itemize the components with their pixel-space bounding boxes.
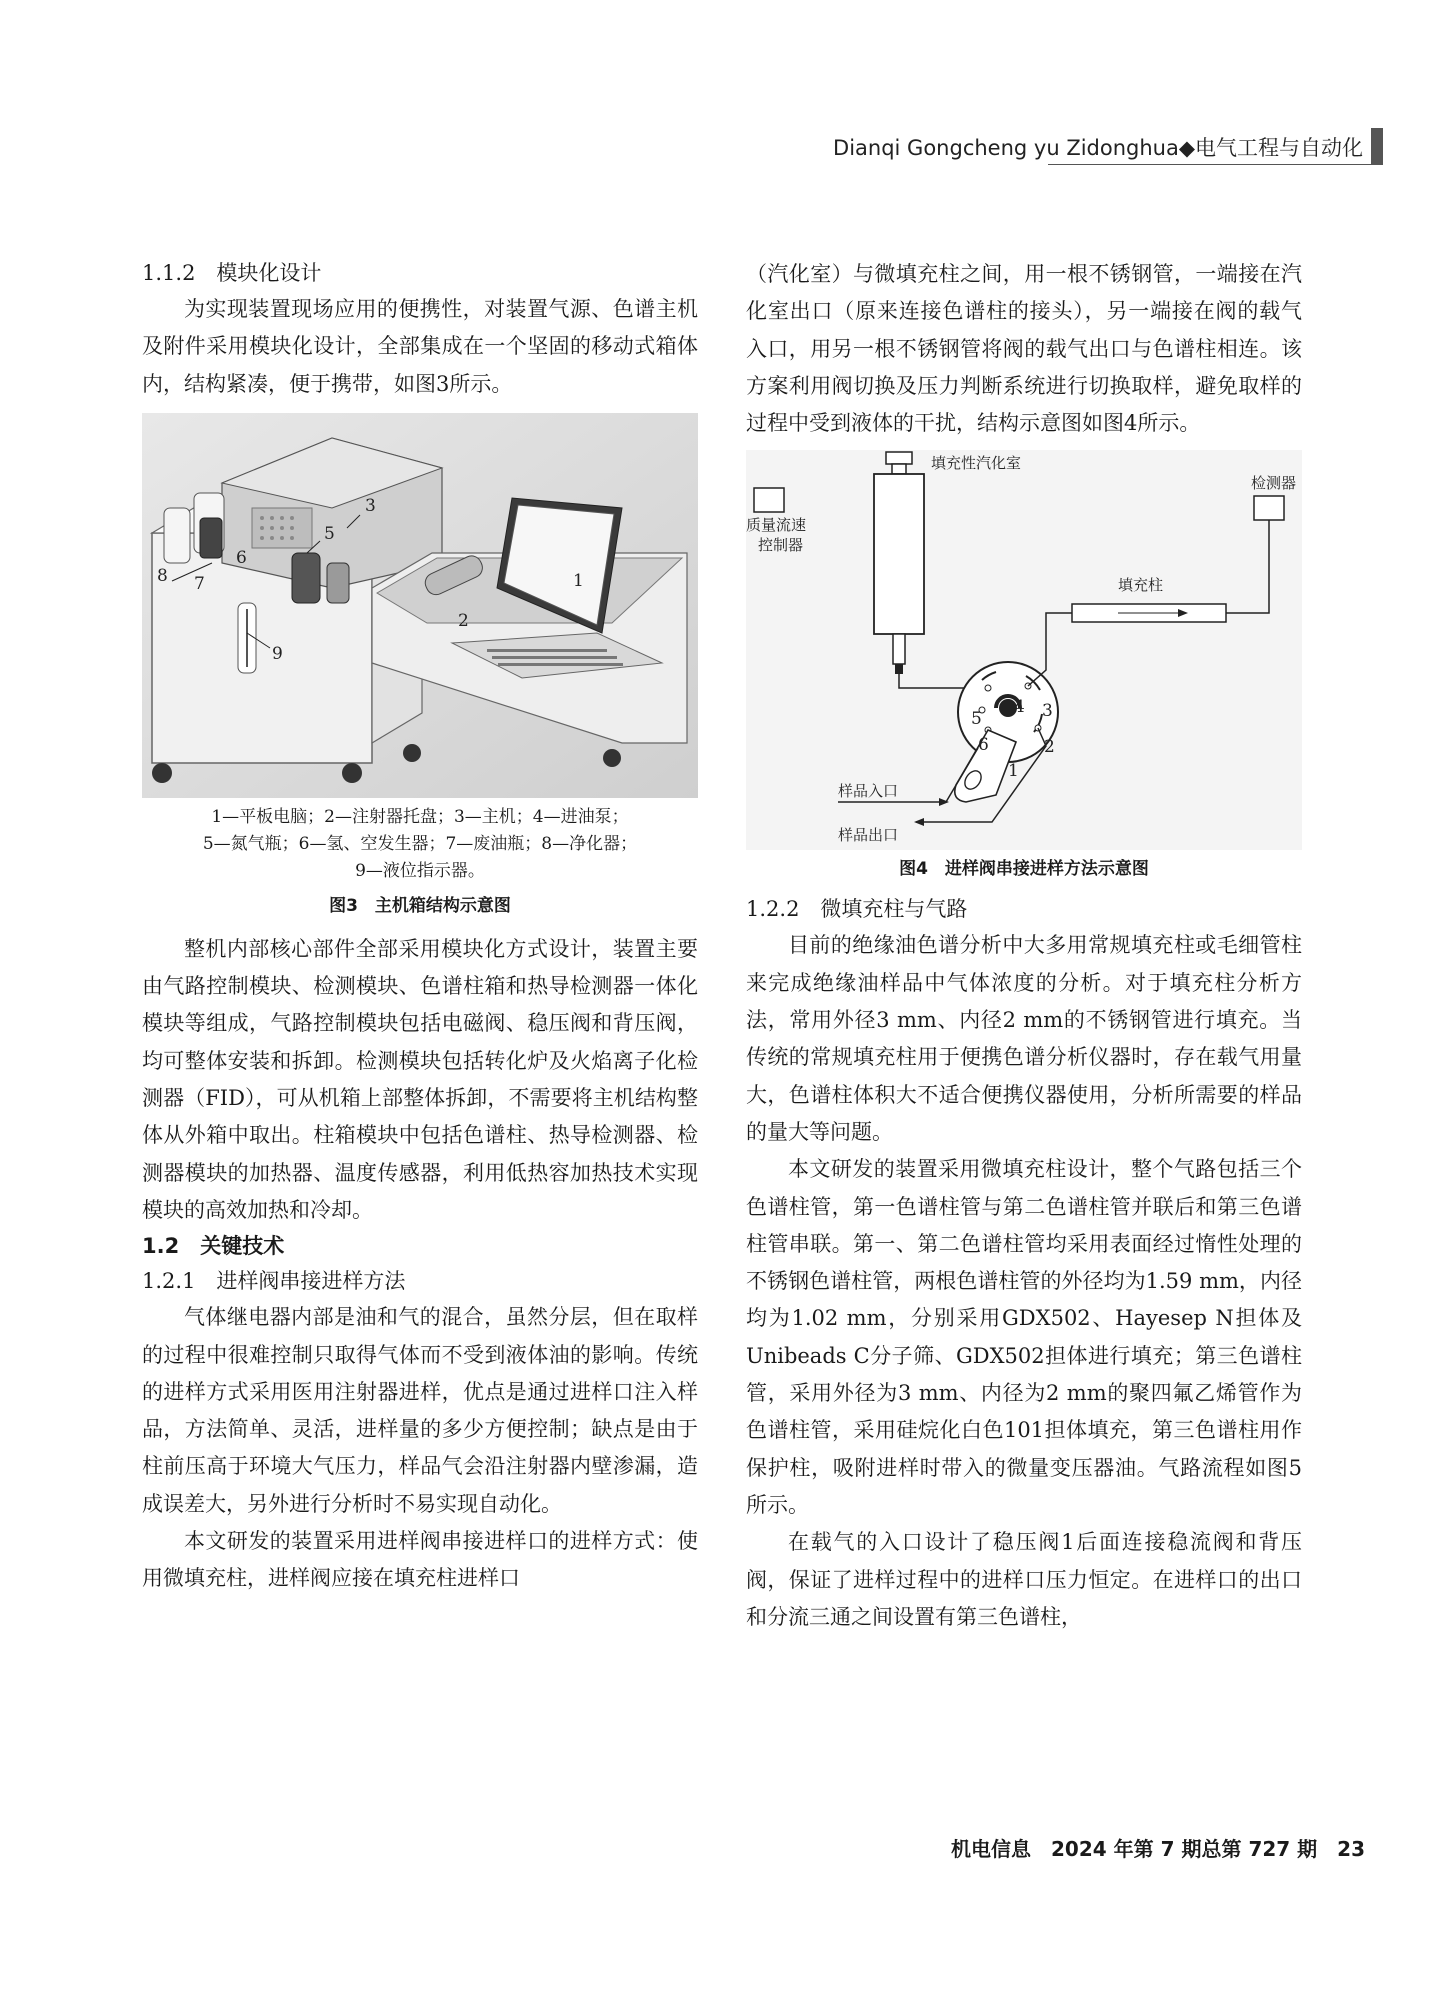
figure-3-legend: [142, 804, 698, 885]
valve-port-5: 5: [971, 709, 982, 730]
section-heading-1-1-2: 1.1.2 模块化设计: [142, 261, 322, 285]
paragraph: 本文研发的装置采用进样阀串接进样口的进样方式：使用微填充柱，进样阀应接在填充柱进样口: [142, 1529, 698, 1591]
paragraph: 本文研发的装置采用微填充柱设计，整个气路包括三个色谱柱管，第一色谱柱管与第二色谱柱管并联后和第三色谱柱管串联。第一、第二色谱柱管均采用表面经过惰性处理的不锈钢色谱柱管，两根色谱柱管的外径均为1.59 mm，内径均为1.02 mm，分别采用GDX502、Hayesep N担体及Unibeads C分子筛、GDX502担体进行填充；第三色谱柱管，采用外径为3 mm、内径为2 mm的聚四氟乙烯管作为色谱柱管，采用硅烷化白色101担体填充，第三色谱柱用作保护柱，吸附进样时带入的微量变压器油。气路流程如图5所示。: [746, 1157, 1302, 1517]
fig3-label-7: 7: [194, 573, 205, 594]
section-heading-1-2-1: 1.2.1 进样阀串接进样方法: [142, 1269, 406, 1294]
mfc-label-2: 控制器: [758, 536, 804, 555]
fig3-label-5: 5: [324, 523, 335, 544]
figure-3-caption: 图3 主机箱结构示意图: [329, 895, 511, 916]
figure-4: [746, 450, 1302, 884]
valve-port-2: 2: [1044, 737, 1055, 758]
running-title: Dianqi Gongcheng yu Zidonghua◆电气工程与自动化: [833, 136, 1363, 160]
valve-port-6: 6: [978, 735, 989, 756]
running-header: [0, 128, 1451, 168]
section-heading-1-2: 1.2 关键技术: [142, 1234, 285, 1259]
valve-port-3: 3: [1042, 701, 1053, 722]
paragraph: （汽化室）与微填充柱之间，用一根不锈钢管，一端接在汽化室出口（原来连接色谱柱的接头），另一端接在阀的载气入口，用另一根不锈钢管将阀的载气出口与色谱柱相连。该方案利用阀切换及压力判断系统进行切换取样，避免取样的过程中受到液体的干扰，结构示意图如图4所示。: [746, 262, 1302, 436]
figure-4-caption: 图4 进样阀串接进样方法示意图: [899, 859, 1149, 880]
valve-port-4: 4: [1014, 697, 1025, 718]
figure-4-diagram: [746, 450, 1302, 850]
fig3-label-9: 9: [272, 643, 283, 664]
fig3-label-2: 2: [458, 610, 469, 631]
figure-3-image: [142, 413, 698, 798]
header-bar: [1371, 128, 1383, 164]
paragraph: 在载气的入口设计了稳压阀1后面连接稳流阀和背压阀，保证了进样过程中的进样口压力恒定。在进样口的出口和分流三通之间设置有第三色谱柱，: [746, 1530, 1302, 1629]
fig3-label-6: 6: [236, 547, 247, 568]
page-footer: 机电信息 2024 年第 7 期总第 727 期 23: [951, 1837, 1365, 1861]
vaporizer-label: 填充性汽化室: [931, 454, 1022, 473]
mfc-label-1: 质量流速: [746, 516, 807, 535]
legend-line: 5—氮气瓶；6—氢、空发生器；7—废油瓶；8—净化器；: [202, 833, 638, 854]
header-rule: [1048, 164, 1383, 165]
sample-out-label: 样品出口: [838, 826, 899, 845]
sample-in-label: 样品入口: [838, 782, 899, 801]
valve-port-1: 1: [1008, 761, 1019, 782]
section-heading-1-2-2: 1.2.2 微填充柱与气路: [746, 897, 968, 922]
right-column: [746, 256, 1302, 1636]
paragraph: 目前的绝缘油色谱分析中大多用常规填充柱或毛细管柱来完成绝缘油样品中气体浓度的分析。对于填充柱分析方法，常用外径3 mm、内径2 mm的不锈钢管进行填充。当传统的常规填充柱用于便携色谱分析仪器时，存在载气用量大，色谱柱体积大不适合便携仪器使用，分析所需要的样品的量大等问题。: [746, 933, 1302, 1144]
figure-3: [142, 413, 698, 921]
paragraph: 为实现装置现场应用的便携性，对装置气源、色谱主机及附件采用模块化设计，全部集成在一个坚固的移动式箱体内，结构紧凑，便于携带，如图3所示。: [142, 297, 698, 396]
fig3-label-3: 3: [365, 495, 376, 516]
legend-line: 9—液位指示器。: [355, 860, 485, 881]
fig3-label-1: 1: [573, 570, 584, 591]
fig3-label-8: 8: [157, 565, 168, 586]
paragraph: 整机内部核心部件全部采用模块化方式设计，装置主要由气路控制模块、检测模块、色谱柱箱和热导检测器一体化模块等组成，气路控制模块包括电磁阀、稳压阀和背压阀，均可整体安装和拆卸。检测模块包括转化炉及火焰离子化检测器（FID），可从机箱上部整体拆卸，不需要将主机结构整体从外箱中取出。柱箱模块中包括色谱柱、热导检测器、检测器模块的加热器、温度传感器，利用低热容加热技术实现模块的高效加热和冷却。: [142, 936, 698, 1222]
legend-line: 1—平板电脑；2—注射器托盘；3—主机；4—进油泵；: [211, 806, 629, 827]
detector-label: 检测器: [1251, 474, 1297, 493]
left-column: [142, 256, 698, 1598]
column-label: 填充柱: [1118, 576, 1164, 595]
paragraph: 气体继电器内部是油和气的混合，虽然分层，但在取样的过程中很难控制只取得气体而不受到液体油的影响。传统的进样方式采用医用注射器进样，优点是通过进样口注入样品，方法简单、灵活，进样量的多少方便控制；缺点是由于柱前压高于环境大气压力，样品气会沿注射器内壁渗漏，造成误差大，另外进行分析时不易实现自动化。: [142, 1305, 698, 1516]
